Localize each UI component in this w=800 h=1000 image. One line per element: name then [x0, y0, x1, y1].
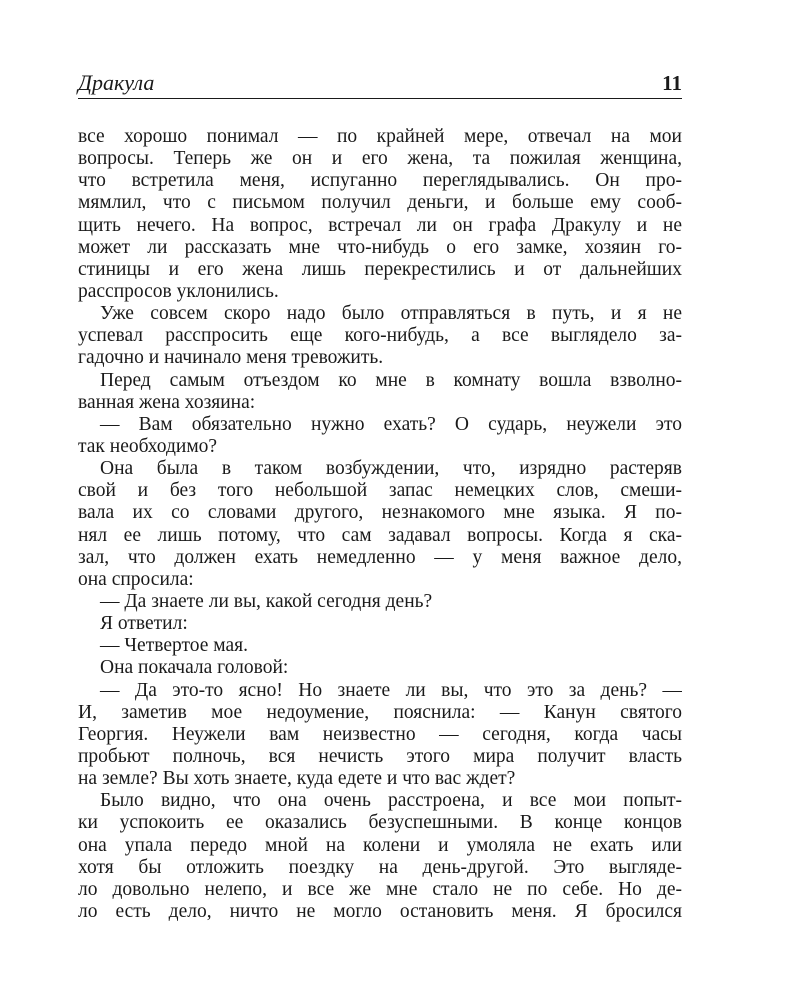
text-line: она спросила: — [78, 568, 194, 590]
text-line: свой и без того небольшой запас немецких слов, смеши- — [78, 480, 682, 502]
text-line: — Вам обязательно нужно ехать? О сударь, неужели это — [100, 413, 682, 435]
text-line: мямлил, что с письмом получил деньги, и больше ему сооб- — [78, 192, 682, 214]
running-head — [78, 70, 682, 99]
text-line: — Да это-то ясно! Но знаете ли вы, что это за день? — — [100, 679, 682, 701]
text-line: Она покачала головой: — [100, 657, 289, 679]
text-line: на земле? Вы хоть знаете, куда едете и что вас ждет? — [78, 768, 516, 790]
text-line: ло довольно нелепо, и все же мне стало не по себе. Но де- — [78, 878, 682, 900]
text-line: ванная жена хозяина: — [78, 391, 256, 413]
text-line: Было видно, что она очень расстроена, и все мои попыт- — [100, 790, 682, 812]
book-title: Дракула — [78, 70, 155, 95]
text-line: Георгия. Неужели вам неизвестно — сегодня, когда часы — [78, 723, 682, 745]
text-line: ки успокоить ее оказались безуспешными. В конце концов — [78, 812, 682, 834]
text-line: нял ее лишь потому, что сам задавал вопросы. Когда я ска- — [78, 524, 682, 546]
text-line: так необходимо? — [78, 435, 218, 457]
text-line: она упала передо мной на колени и умоляла не ехать или — [78, 834, 682, 856]
text-line: И, заметив мое недоумение, пояснила: — Канун святого — [78, 701, 682, 723]
text-line: стиницы и его жена лишь перекрестились и от дальнейших — [78, 258, 682, 280]
text-line: ло есть дело, ничто не могло остановить меня. Я бросился — [78, 900, 682, 922]
page-number: 11 — [662, 71, 682, 95]
text-line: может ли рассказать мне что-нибудь о его замке, хозяин го- — [78, 236, 682, 258]
text-line: все хорошо понимал — по крайней мере, отвечал на мои — [78, 126, 682, 147]
text-line: успевал расспросить еще кого-нибудь, а все выглядело за- — [78, 325, 682, 347]
text-line: вопросы. Теперь же он и его жена, та пожилая женщина, — [78, 148, 682, 170]
body-text — [78, 126, 682, 923]
text-line: что встретила меня, испуганно переглядывались. Он про- — [78, 170, 682, 192]
text-line: гадочно и начинало меня тревожить. — [78, 347, 384, 369]
text-line: Она была в таком возбуждении, что, изрядно растеряв — [100, 458, 682, 480]
text-line: хотя бы отложить поездку на день-другой. Это выгляде- — [78, 856, 682, 878]
text-line: — Да знаете ли вы, какой сегодня день? — [100, 590, 433, 612]
text-line: щить нечего. На вопрос, встречал ли он графа Дракулу и не — [78, 214, 682, 236]
text-line: зал, что должен ехать немедленно — у меня важное дело, — [78, 546, 682, 568]
text-line: вала их со словами другого, незнакомого мне языка. Я по- — [78, 502, 682, 524]
text-line: Я ответил: — [100, 613, 188, 635]
text-line: пробьют полночь, вся нечисть этого мира получит власть — [78, 745, 682, 767]
text-line: — Четвертое мая. — [100, 635, 248, 657]
text-line: расспросов уклонились. — [78, 280, 279, 302]
text-line: Перед самым отъездом ко мне в комнату вошла взволно- — [100, 369, 682, 391]
text-line: Уже совсем скоро надо было отправляться в путь, и я не — [100, 303, 682, 325]
